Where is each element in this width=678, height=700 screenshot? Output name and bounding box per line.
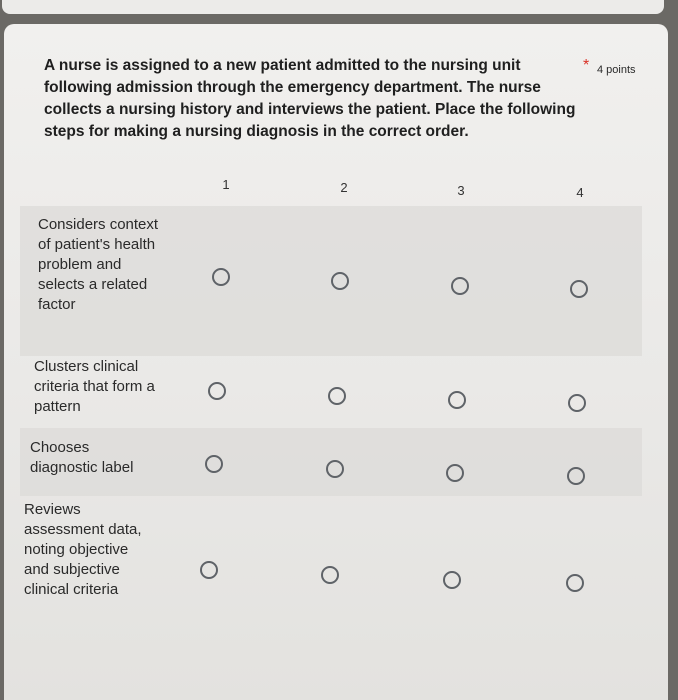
radio-row4-col2[interactable] [321, 566, 339, 584]
radio-row1-col4[interactable] [570, 280, 588, 298]
row-label-2: Clusters clinical criteria that form a pattern [34, 358, 155, 415]
radio-row4-col1[interactable] [200, 561, 218, 579]
column-header-1: 1 [222, 177, 230, 192]
radio-row3-col2[interactable] [326, 460, 344, 478]
row-label-3: Chooses diagnostic label [30, 439, 134, 476]
question-text: A nurse is assigned to a new patient admitted to the nursing unit following admission through the emergency department. The nurse collects a nursing history and interviews the patient. Place the following steps for making a nursing diagnosis in the correct order. [44, 57, 576, 140]
radio-row2-col4[interactable] [568, 394, 586, 412]
radio-row2-col3[interactable] [448, 391, 466, 409]
column-header-2: 2 [340, 180, 348, 195]
column-header-3: 3 [457, 183, 465, 198]
radio-row3-col1[interactable] [205, 455, 223, 473]
row-label-4: Reviews assessment data, noting objective and subjective clinical criteria [24, 501, 142, 598]
radio-row4-col3[interactable] [443, 571, 461, 589]
previous-card-edge [2, 0, 664, 14]
required-asterisk: * [583, 57, 590, 74]
radio-row3-col4[interactable] [567, 467, 585, 485]
radio-row1-col3[interactable] [451, 277, 469, 295]
row-label-1: Considers context of patient's health problem and selects a related factor [38, 216, 159, 313]
radio-row4-col4[interactable] [566, 574, 584, 592]
radio-row2-col2[interactable] [328, 387, 346, 405]
radio-row2-col1[interactable] [208, 382, 226, 400]
radio-row1-col1[interactable] [212, 268, 230, 286]
column-header-4: 4 [576, 185, 584, 200]
radio-row3-col3[interactable] [446, 464, 464, 482]
points-label: 4 points [597, 64, 636, 76]
radio-row1-col2[interactable] [331, 272, 349, 290]
